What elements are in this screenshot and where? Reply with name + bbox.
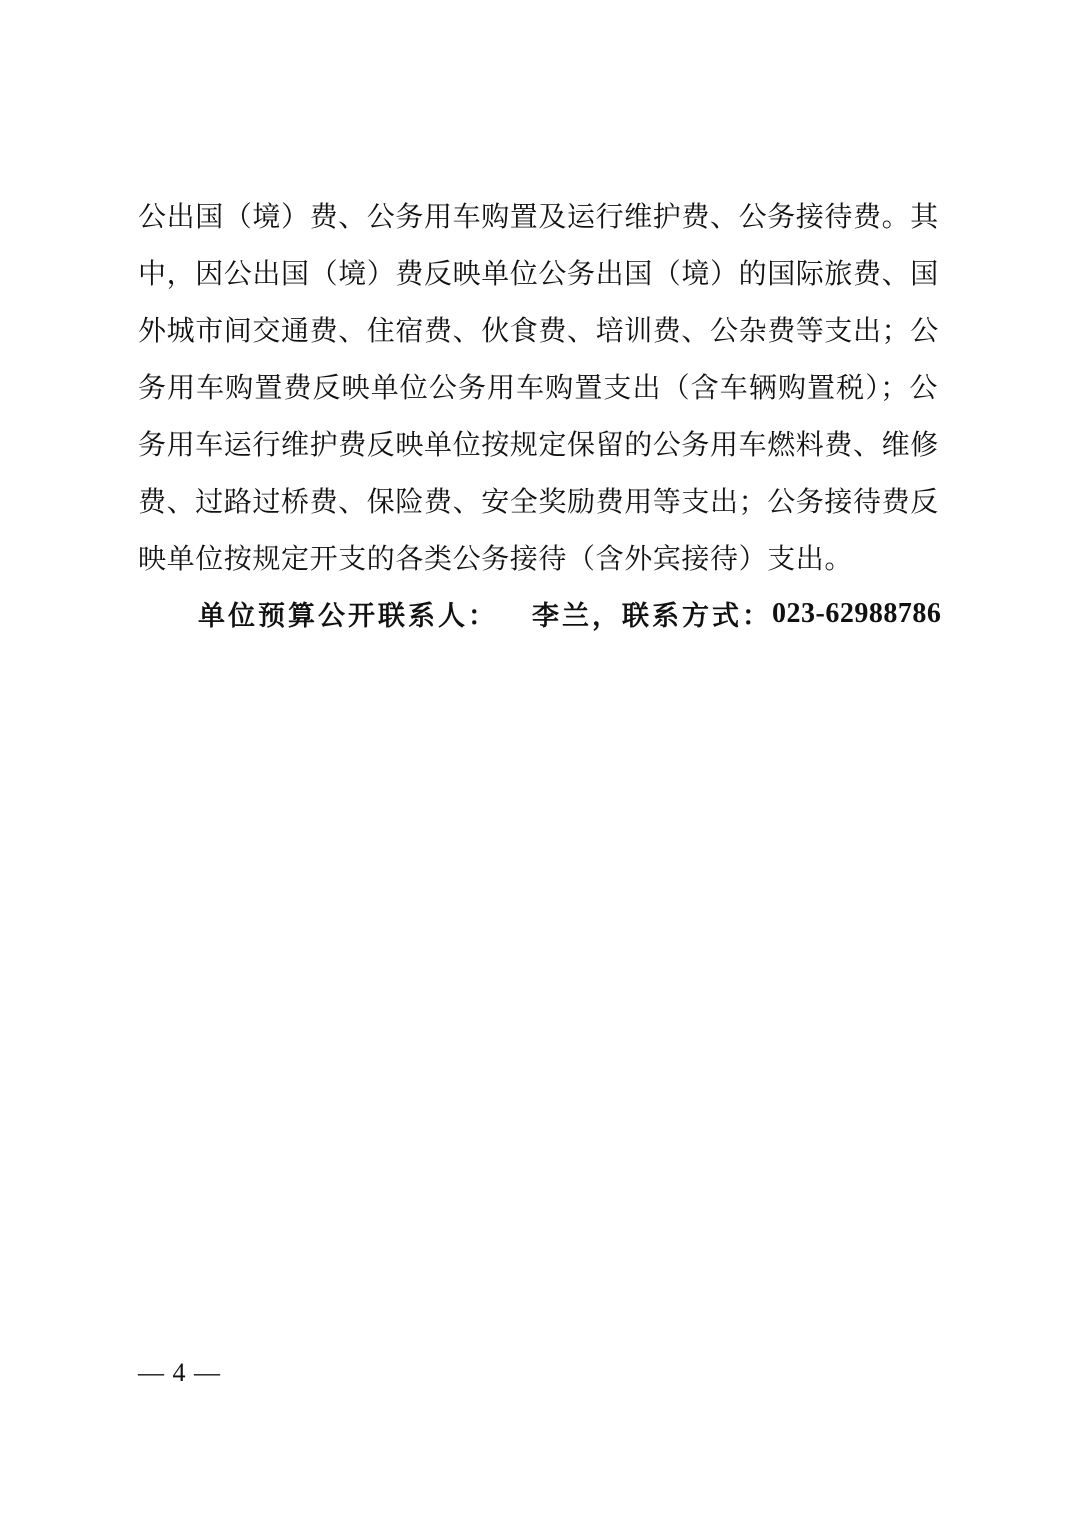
contact-phone: 023-62988786 <box>772 597 942 629</box>
paragraph-line: 务用车运行维护费反映单位按规定保留的公务用车燃料费、维修 <box>138 428 939 461</box>
body-paragraph <box>138 188 938 587</box>
contact-label: 单位预算公开联系人： <box>198 601 498 632</box>
paragraph-line: 映单位按规定开支的各类公务接待（含外宾接待）支出。 <box>138 542 854 575</box>
paragraph-line: 中，因公出国（境）费反映单位公务出国（境）的国际旅费、国 <box>138 257 939 290</box>
page-number: — 4 — <box>138 1358 221 1387</box>
contact-line <box>198 585 942 642</box>
paragraph-line: 公出国（境）费、公务用车购置及运行维护费、公务接待费。其 <box>138 200 939 233</box>
paragraph-line: 外城市间交通费、住宿费、伙食费、培训费、公杂费等支出；公 <box>138 314 939 347</box>
contact-name-and-method-label: 李兰，联系方式： <box>532 601 772 632</box>
paragraph-line: 费、过路过桥费、保险费、安全奖励费用等支出；公务接待费反 <box>138 485 939 518</box>
paragraph-line: 务用车购置费反映单位公务用车购置支出（含车辆购置税）；公 <box>138 371 938 404</box>
